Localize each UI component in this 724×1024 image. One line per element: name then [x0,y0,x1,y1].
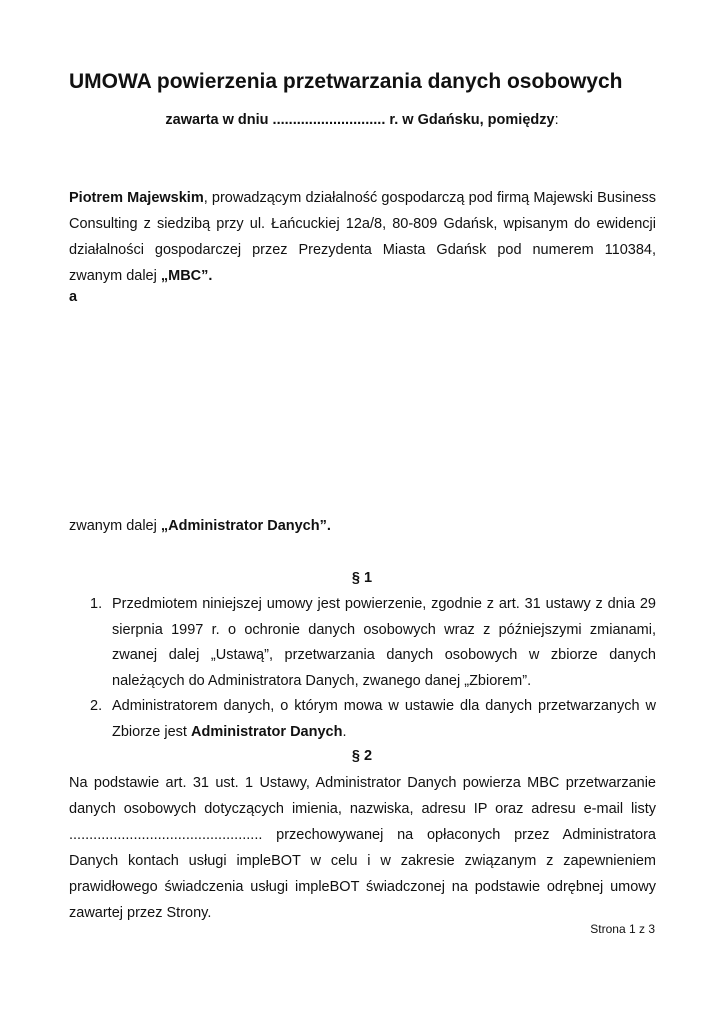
section-2-paragraph: Na podstawie art. 31 ust. 1 Ustawy, Administrator Danych powierza MBC przetwarzanie danych osobowych dotyczących imienia, nazwiska, adresu IP oraz adresu e-mail listy ................................................ przechowywanej na opłaconych przez Administratora Danych kontach usługi impleBOT w celu i w zakresie związanym z zapewnieniem prawidłowego świadczenia usługi impleBOT świadczonej na podstawie odrębnej umowy zawartej przez Strony. [69,775,656,921]
section-2-heading: § 2 [351,748,373,764]
conjunction-a: a [69,289,78,305]
section-1-list [69,592,656,745]
party-administrator-alias: „Administrator Danych”. [160,518,331,534]
list-item-number: 2. [90,698,103,714]
party-administrator-line [69,518,331,534]
party-mbc-description: , prowadzącym działalność gospodarczą pod firmą Majewski Business Consulting z siedzibą przy ul. Łańcuckiej 12a/8, 80-809 Gdańsk, wpisanym do ewidencji działalności gospodarczej przez Prezydenta Miasta Gdańsk pod numerem 110384, zwanym dalej [69,190,657,284]
party-mbc-paragraph [69,185,656,289]
page-number-footer: Strona 1 z 3 [590,922,655,936]
list-item-text: Przedmiotem niniejszej umowy jest powierzenie, zgodnie z art. 31 ustawy z dnia 29 sierpnia 1997 r. o ochronie danych osobowych wraz z późniejszymi zmianami, zwanej dalej „Ustawą”, przetwarzania danych osobowych w zbiorze danych należących do Administratora Danych, zwanego danej „Zbiorem”. [112,596,656,689]
list-item [69,592,656,694]
list-item-bold: Administrator Danych [190,723,343,740]
party-mbc-name: Piotrem Majewskim [69,190,204,206]
list-item-number: 1. [90,596,103,612]
list-item-text: Administratorem danych, o którym mowa w ustawie dla danych przetwarzanych w Zbiorze jest [112,698,656,740]
document-subtitle [0,112,724,128]
subtitle-text: zawarta w dniu ............................ r. w Gdańsku, pomiędzy [165,112,555,128]
list-item [69,694,656,745]
section-1-heading: § 1 [351,570,373,586]
party-mbc-alias: „MBC”. [160,268,213,284]
list-item-text-end: . [342,723,347,740]
subtitle-colon: : [554,112,559,128]
document-title: UMOWA powierzenia przetwarzania danych osobowych [69,70,623,93]
party-administrator-prefix: zwanym dalej [69,518,161,534]
